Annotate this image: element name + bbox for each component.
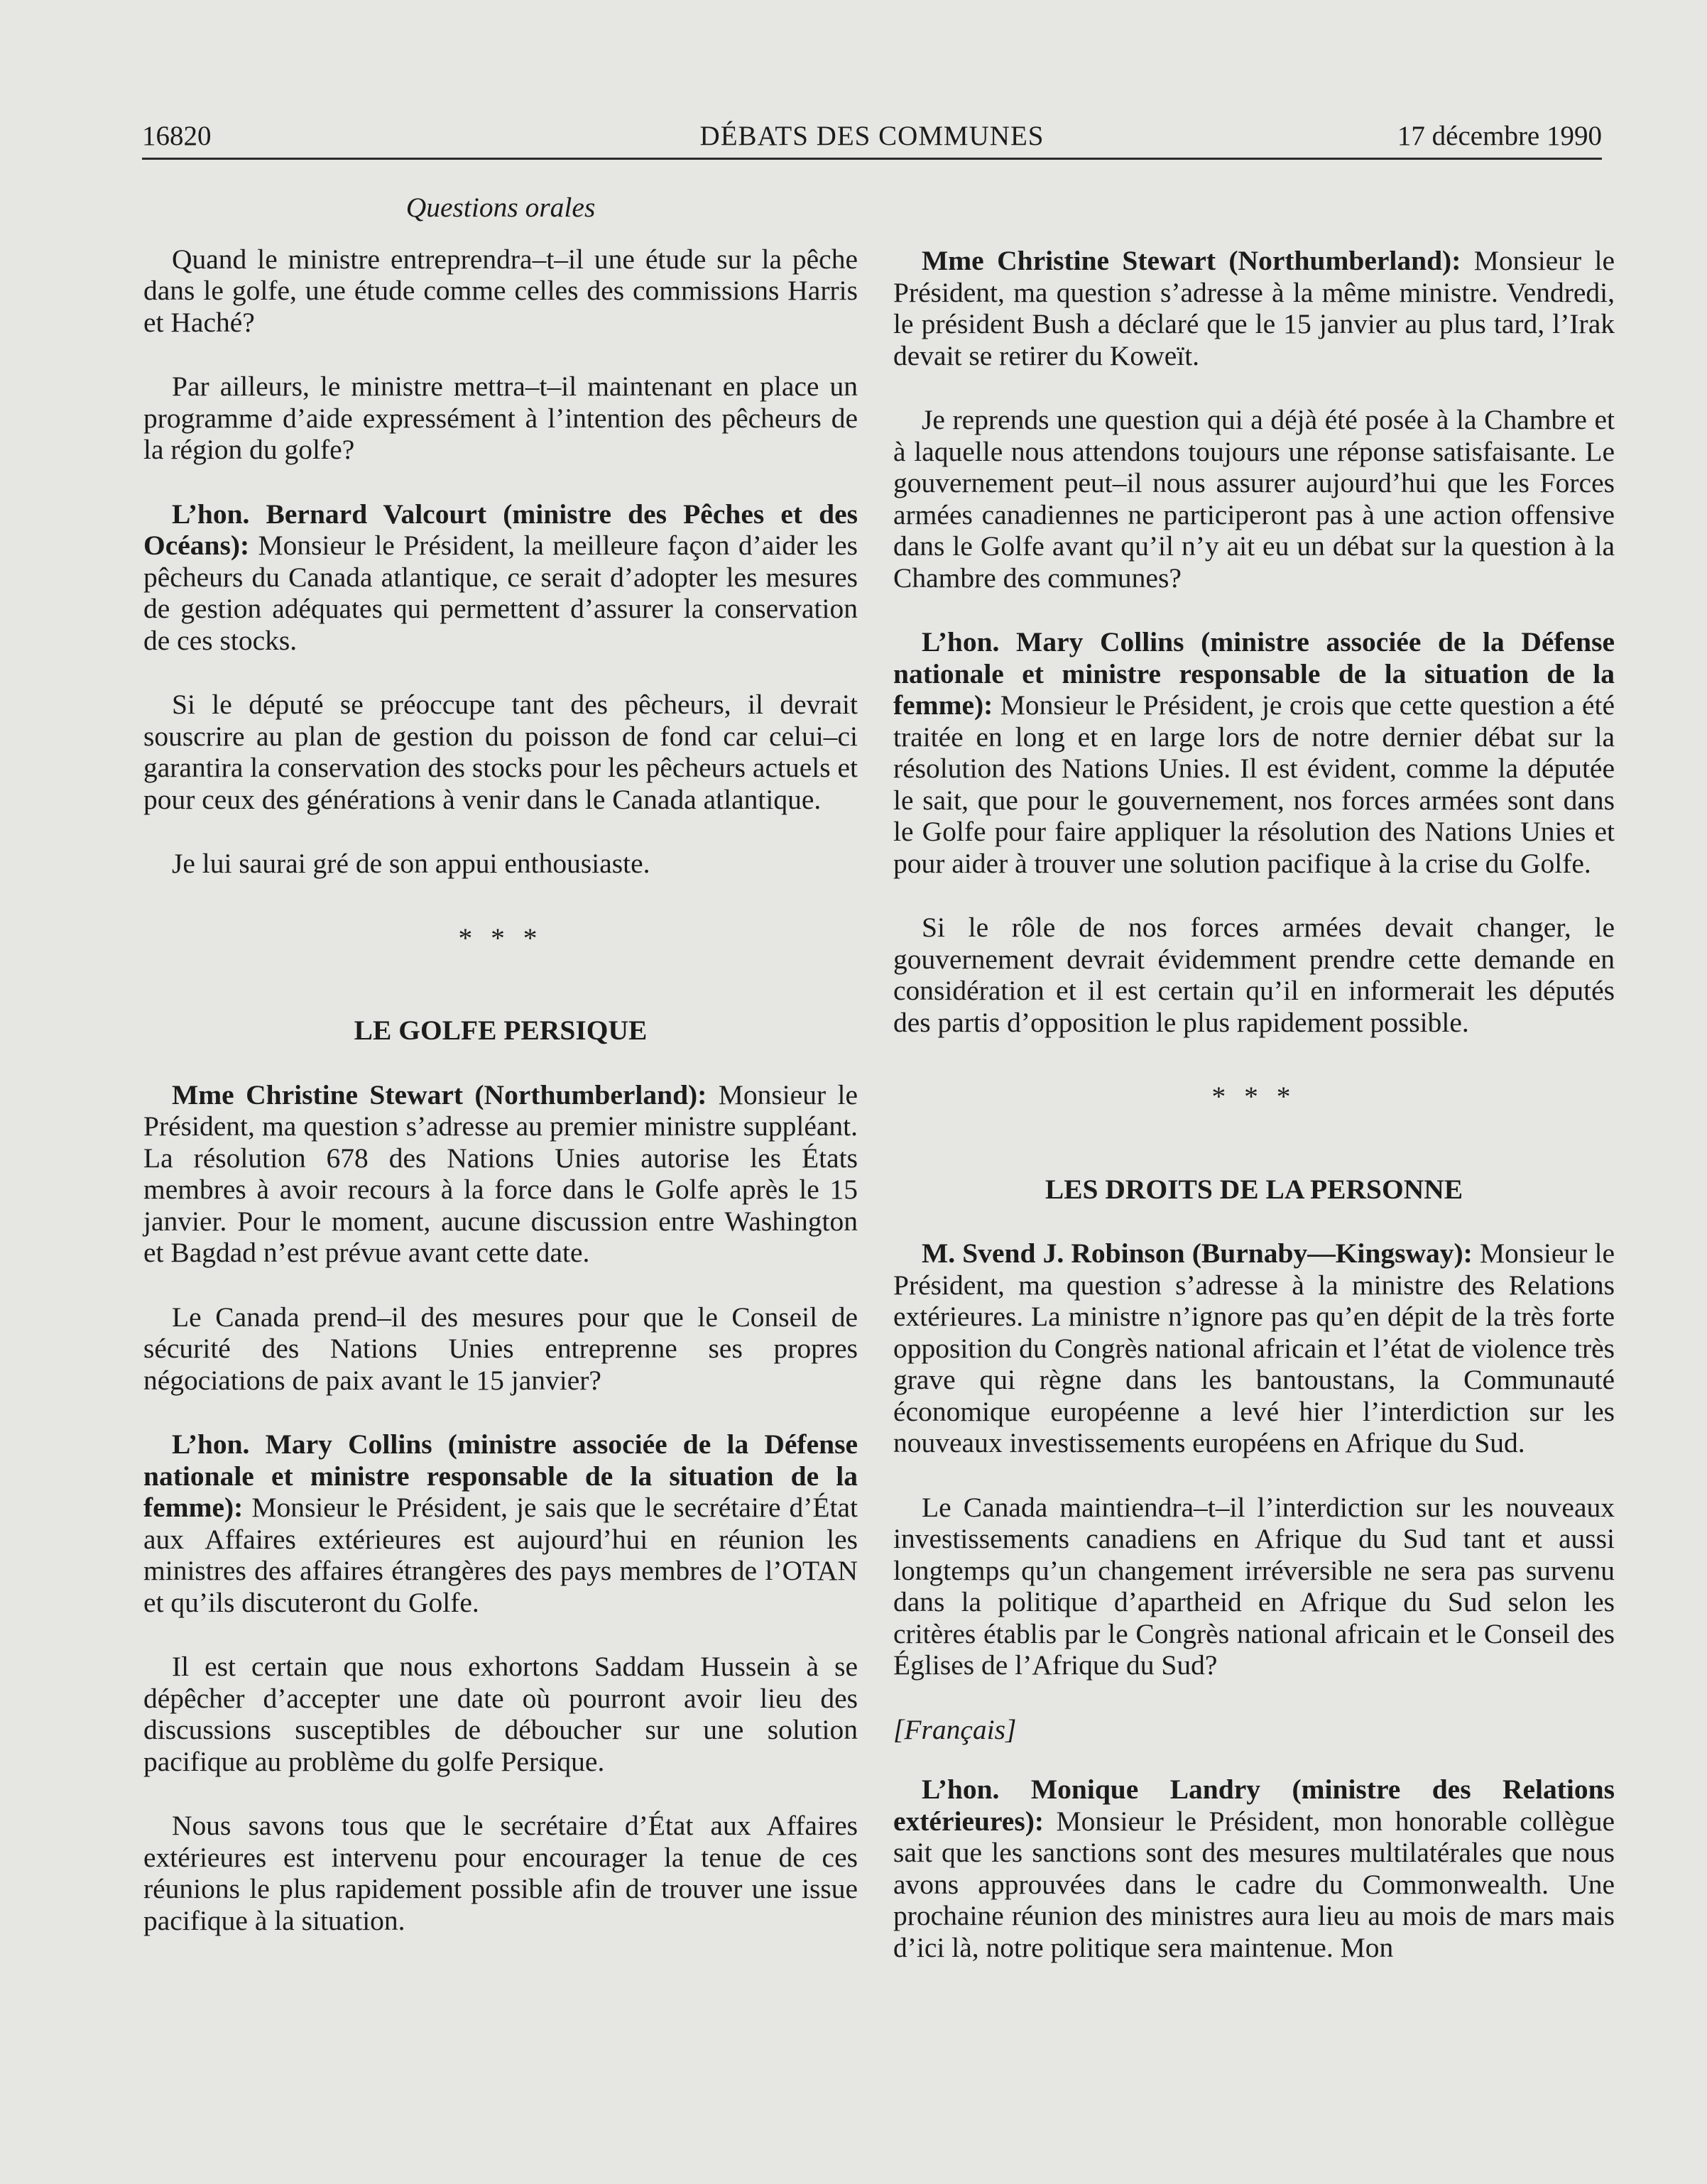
speech-paragraph — [893, 1774, 1615, 1963]
speaker-name: L’hon. Bernard Valcourt (ministre des Pêches et des Océans): — [143, 498, 858, 561]
right-column — [893, 245, 1615, 1996]
speech-text: Monsieur le Président, je crois que cette question a été traitée en long et en large lors de notre dernier débat sur la résolution des Nations Unies. Il est évident, comme la députée le sait, que pour le gouvernement, nos forces armées sont dans le Golfe pour faire appliquer la résolution des Nations Unies et pour aider à trouver une solution pacifique à la crise du Golfe. — [893, 689, 1615, 879]
left-column — [143, 192, 858, 1969]
paragraph: Il est certain que nous exhortons Saddam Hussein à se dépêcher d’accepter une date où pourront avoir lieu des discussions susceptibles de déboucher sur une solution pacifique au problème du golfe Persique. — [143, 1651, 858, 1777]
paragraph: Je lui saurai gré de son appui enthousiaste. — [172, 848, 650, 879]
page-number: 16820 — [142, 121, 212, 151]
publication-date: 17 décembre 1990 — [1397, 121, 1602, 151]
section-heading: LES DROITS DE LA PERSONNE — [1045, 1173, 1463, 1205]
speech-text: Monsieur le Président, mon honorable collègue sait que les sanctions sont des mesures multilatérales que nous avons approuvées dans le cadre du Commonwealth. Une prochaine réunion des ministres aura lieu au mois de mars mais d’ici là, notre politique sera maintenue. Mon — [893, 1805, 1615, 1963]
paragraph: Si le rôle de nos forces armées devait changer, le gouvernement devrait évidemment prendre cette demande en considération et il est certain qu’il en informerait les députés des partis d’opposition le plus rapidement possible. — [893, 912, 1615, 1038]
section-separator: * * * — [1211, 1081, 1297, 1112]
speech-paragraph — [893, 626, 1615, 879]
paragraph: Je reprends une question qui a déjà été posée à la Chambre et à laquelle nous attendons toujours une réponse satisfaisante. Le gouvernement peut–il nous assurer aujourd’hui que les Forces armées canadiennes ne participeront pas à une action offensive dans le Golfe avant qu’il n’y ait eu un débat sur la question à la Chambre des communes? — [893, 404, 1615, 594]
speech-text: Monsieur le Président, je sais que le secrétaire d’État aux Affaires extérieures est aujourd’hui en réunion les ministres des affaires étrangères des pays membres de l’OTAN et qu’ils discuteront du Golfe. — [143, 1492, 858, 1618]
speech-paragraph — [143, 1429, 858, 1618]
speech-text: Monsieur le Président, ma question s’adresse au premier ministre suppléant. La résolution 678 des Nations Unies autorise les États membres à avoir recours à la force dans le Golfe après le 15 janvier. Pour le moment, aucune discussion entre Washington et Bagdad n’est prévue avant cette date. — [143, 1079, 858, 1268]
publication-title: DÉBATS DES COMMUNES — [699, 121, 1045, 151]
paragraph: Quand le ministre entreprendra–t–il une étude sur la pêche dans le golfe, une étude comme celles des commissions Harris et Haché? — [143, 243, 858, 338]
speaker-name: L’hon. Mary Collins (ministre associée de la Défense nationale et ministre responsable de la situation de la femme): — [143, 1429, 858, 1523]
speech-paragraph — [143, 498, 858, 657]
page-header — [142, 116, 1602, 157]
section-heading: LE GOLFE PERSIQUE — [354, 1015, 648, 1046]
language-tag: [Français] — [893, 1713, 1017, 1745]
speech-paragraph — [143, 1079, 858, 1269]
paragraph: Par ailleurs, le ministre mettra–t–il maintenant en place un programme d’aide expressément à l’intention des pêcheurs de la région du golfe? — [143, 371, 858, 465]
speaker-name: Mme Christine Stewart (Northumberland): — [172, 1079, 707, 1110]
paragraph: Nous savons tous que le secrétaire d’État aux Affaires extérieures est intervenu pour encourager la tenue de ces réunions le plus rapidement possible afin de trouver une issue pacifique à la situation. — [143, 1810, 858, 1936]
speech-text: Monsieur le Président, ma question s’adresse à la ministre des Relations extérieures. La ministre n’ignore pas qu’en dépit de la très forte opposition du Congrès national africain et l’état de violence très grave qui règne dans les bantoustans, la Communauté économique européenne a levé hier l’interdiction sur les nouveaux investissements européens en Afrique du Sud. — [893, 1238, 1615, 1458]
paragraph: Le Canada maintiendra–t–il l’interdiction sur les nouveaux investissements canadiens en Afrique du Sud tant et aussi longtemps qu’un changement irréversible ne sera pas survenu dans la politique d’apartheid en Afrique du Sud selon les critères établis par le Congrès national africain et le Conseil des Églises de l’Afrique du Sud? — [893, 1491, 1615, 1681]
speaker-name: M. Svend J. Robinson (Burnaby—Kingsway): — [922, 1238, 1473, 1269]
speaker-name: Mme Christine Stewart (Northumberland): — [922, 245, 1461, 276]
speaker-name: L’hon. Mary Collins (ministre associée de la Défense nationale et ministre responsable de la situation de la femme): — [893, 626, 1615, 721]
speech-text: Monsieur le Président, la meilleure façon d’aider les pêcheurs du Canada atlantique, ce serait d’adopter les mesures de gestion adéquates qui permettent d’assurer la conservation de ces stocks. — [143, 530, 858, 656]
paragraph: Le Canada prend–il des mesures pour que le Conseil de sécurité des Nations Unies entreprenne ses propres négociations de paix avant le 15 janvier? — [143, 1301, 858, 1396]
speaker-name: L’hon. Monique Landry (ministre des Relations extérieures): — [893, 1774, 1615, 1837]
speech-text: Monsieur le Président, ma question s’adresse à la même ministre. Vendredi, le président Bush a déclaré que le 15 janvier au plus tard, l’Irak devait se retirer du Koweït. — [893, 245, 1615, 371]
header-rule — [142, 158, 1602, 160]
speech-paragraph — [893, 1238, 1615, 1459]
paragraph: Si le député se préoccupe tant des pêcheurs, il devrait souscrire au plan de gestion du poisson de fond car celui–ci garantira la conservation des stocks pour les pêcheurs actuels et pour ceux des générations à venir dans le Canada atlantique. — [143, 689, 858, 815]
speech-paragraph — [893, 245, 1615, 371]
section-separator: * * * — [458, 922, 543, 954]
section-label: Questions orales — [405, 192, 596, 223]
